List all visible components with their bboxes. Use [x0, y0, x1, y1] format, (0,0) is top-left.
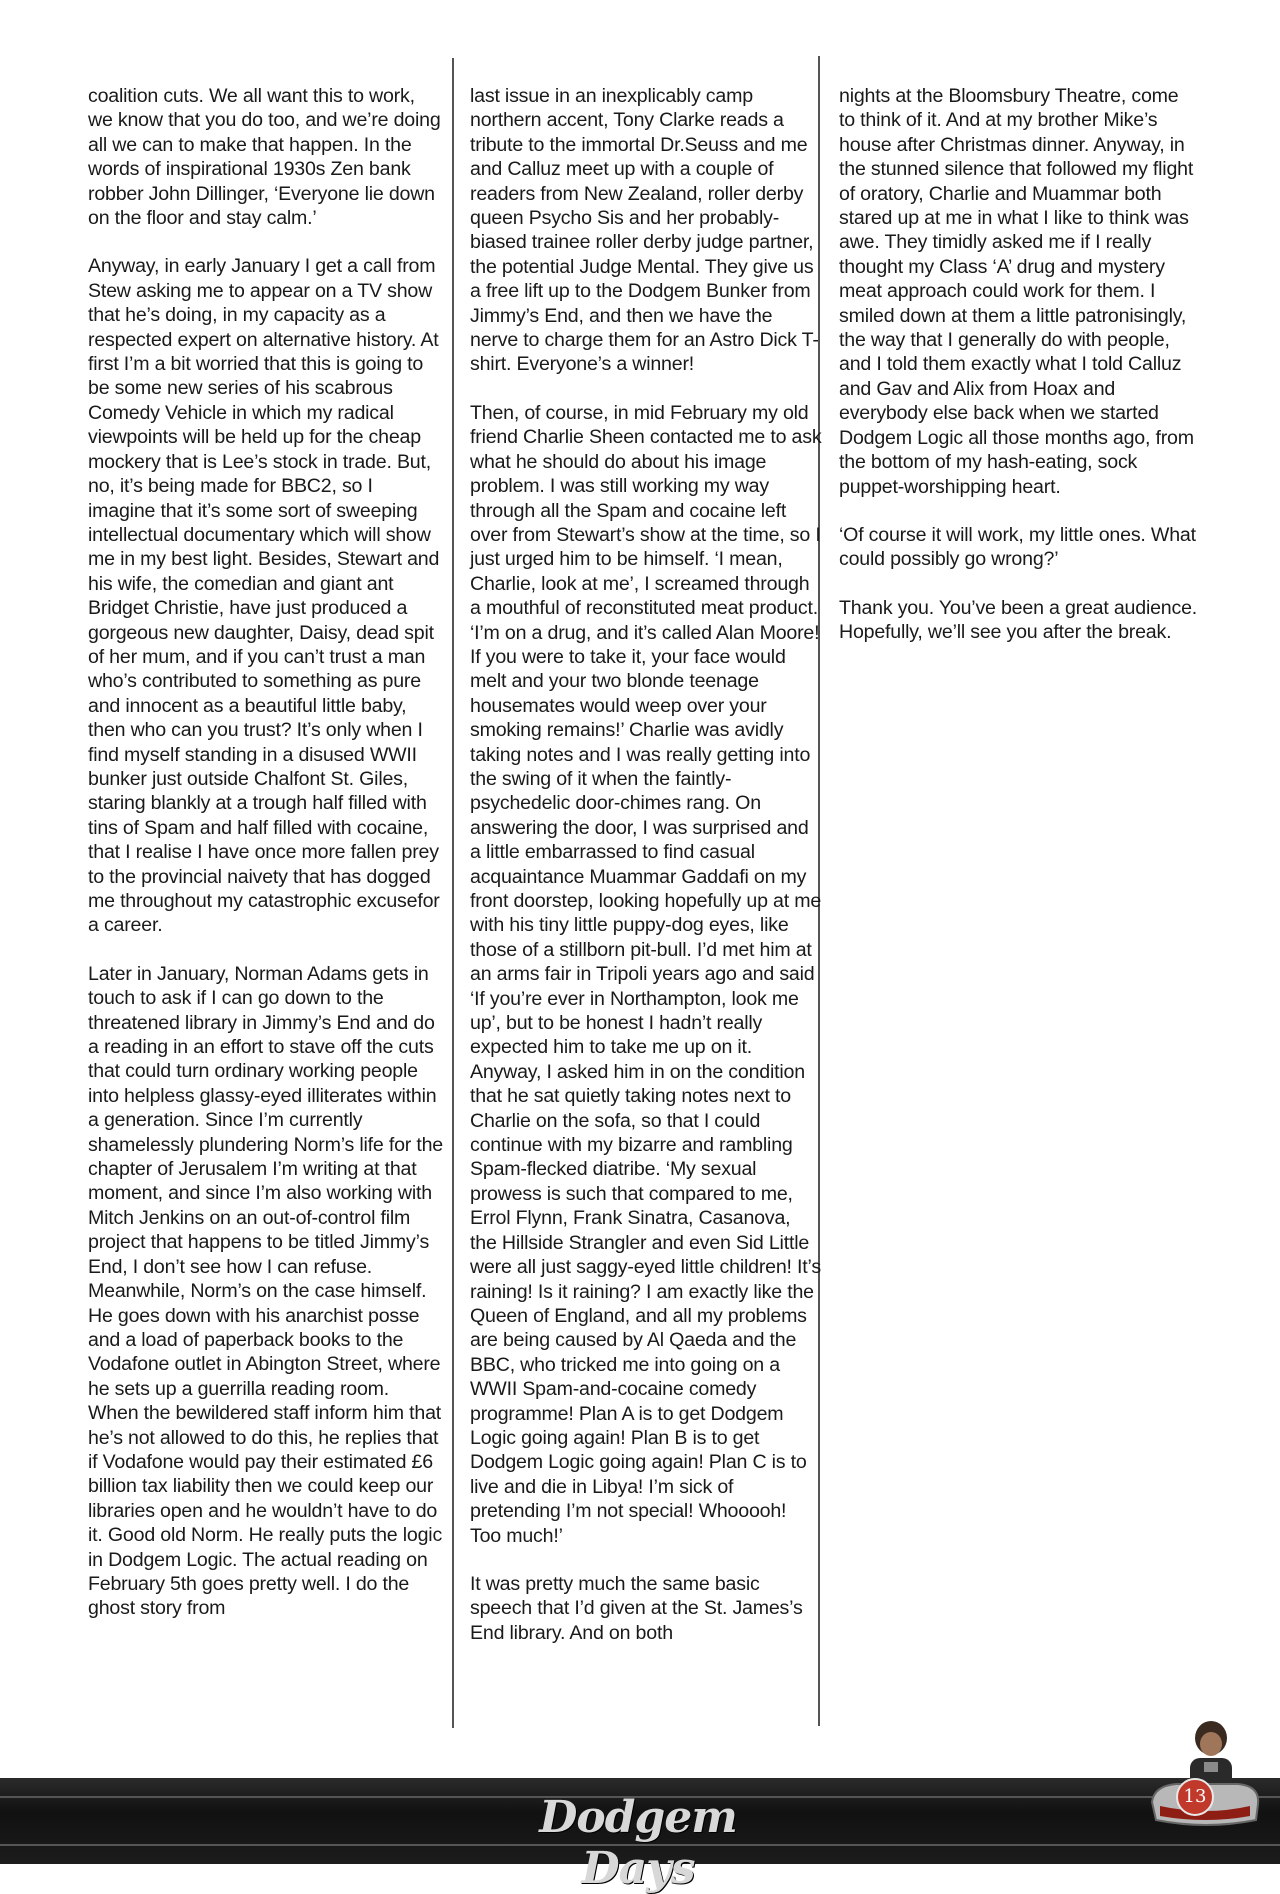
article-column-3 [839, 84, 1199, 669]
article-column-2 [470, 84, 822, 1669]
page-number-badge: 13 [1176, 1778, 1214, 1816]
paragraph: nights at the Bloomsbury Theatre, come to think of it. And at my brother Mike’s house after Christmas dinner. Anyway, in the stunned silence that followed my flight of oratory, Charlie and Muammar both stared up at me in what I like to think was awe. They timidly asked me if I really thought my Class ‘A’ drug and mystery meat approach could work for them. I smiled down at them a little patronisingly, the way that I generally do with people, and I told them exactly what I told Calluz and Gav and Alix from Hoax and everybody else back when we started Dodgem Logic all those months ago, from the bottom of my hash-eating, sock puppet-worshipping heart. [839, 85, 1194, 498]
article-column-1 [88, 84, 444, 1645]
paragraph: Then, of course, in mid February my old friend Charlie Sheen contacted me to ask what he should do about his image problem. I was still working my way through all the Spam and cocaine left over from Stewart’s show at the time, so I just urged him to be himself. ‘I mean, Charlie, look at me’, I screamed through a mouthful of reconstituted meat product. ‘I’m on a drug, and it’s called Alan Moore! If you were to take it, your face would melt and your two blonde teenage housemates would weep over your smoking remains!’ Charlie was avidly taking notes and I was really getting into the swing of it when the faintly-psychedelic door-chimes rang. On answering the door, I was surprised and a little embarrassed to find casual acquaintance Muammar Gaddafi on my front doorstep, looking hopefully up at me with his tiny little puppy-dog eyes, like those of a stillborn pit-bull. I’d met him at an arms fair in Tripoli years ago and said ‘If you’re ever in Northampton, look me up’, but to be honest I hadn’t really expected him to take me up on it. Anyway, I asked him in on the condition that he sat quietly taking notes next to Charlie on the sofa, so that I could continue with my bizarre and rambling Spam-flecked diatribe. ‘My sexual prowess is such that compared to me, Errol Flynn, Frank Sinatra, Casanova, the Hillside Strangler and even Sid Little were all just saggy-eyed little children! It’s raining! Is it raining? I am exactly like the Queen of England, and all my problems are being caused by Al Qaeda and the BBC, who tricked me into going on a WWII Spam-and-cocaine comedy programme! Plan A is to get Dodgem Logic going again! Plan B is to get Dodgem Logic going again! Plan C is to live and die in Libya! I’m sick of pretending I’m not special! Whooooh! Too much!’ [470, 401, 822, 1547]
page-footer-banner [0, 1778, 1280, 1894]
paragraph: It was pretty much the same basic speech that I’d given at the St. James’s End library. And on both [470, 1572, 803, 1644]
paragraph: last issue in an inexplicably camp northern accent, Tony Clarke reads a tribute to the immortal Dr.Seuss and me and Calluz meet up with a couple of readers from New Zealand, roller derby queen Psycho Sis and her probably-biased trainee roller derby judge partner, the potential Judge Mental. They give us a free lift up to the Dodgem Bunker from Jimmy’s End, and then we have the nerve to charge them for an Astro Dick T-shirt. Everyone’s a winner! [470, 85, 819, 376]
paragraph: ‘Of course it will work, my little ones. What could possibly go wrong?’ [839, 523, 1196, 571]
paragraph: coalition cuts. We all want this to work, we know that you do too, and we’re doing all we can to make that happen. In the words of inspirational 1930s Zen bank robber John Dillinger, ‘Everyone lie down on the floor and stay calm.’ [88, 85, 441, 230]
dodgem-days-logo: Dodgem Days [539, 1792, 737, 1894]
paragraph: Thank you. You’ve been a great audience. Hopefully, we’ll see you after the break. [839, 596, 1198, 644]
paragraph: Later in January, Norman Adams gets in touch to ask if I can go down to the threatened library in Jimmy’s End and do a reading in an effort to stave off the cuts that could turn ordinary working people into helpless glassy-eyed illiterates within a generation. Since I’m currently shamelessly plundering Norm’s life for the chapter of Jerusalem I’m writing at that moment, and since I’m also working with Mitch Jenkins on an out-of-control film project that happens to be titled Jimmy’s End, I don’t see how I can refuse. Meanwhile, Norm’s on the case himself. He goes down with his anarchist posse and a load of paperback books to the Vodafone outlet in Abington Street, where he sets up a guerrilla reading room. When the bewildered staff inform him that he’s not allowed to do this, he replies that if Vodafone would pay their estimated £6 billion tax liability then we could keep our libraries open and he wouldn’t have to do it. Good old Norm. He really puts the logic in Dodgem Logic. The actual reading on February 5th goes pretty well. I do the ghost story from [88, 962, 443, 1620]
column-divider [452, 58, 454, 1728]
paragraph: Anyway, in early January I get a call from Stew asking me to appear on a TV show that he’s doing, in my capacity as a respected expert on alternative history. At first I’m a bit worried that this is going to be some new series of his scabrous Comedy Vehicle in which my radical viewpoints will be held up for the cheap mockery that is Lee’s stock in trade. But, no, it’s being made for BBC2, so I imagine that it’s some sort of sweeping intellectual documentary which will show me in my best light. Besides, Stewart and his wife, the comedian and giant ant Bridget Christie, have just produced a gorgeous new daughter, Daisy, dead spit of her mum, and if you can’t trust a man who’s contributed to something as pure and innocent as a beautiful little baby, then who can you trust? It’s only when I find myself standing in a disused WWII bunker just outside Chalfont St. Giles, staring blankly at a trough half filled with tins of Spam and half filled with cocaine, that I realise I have once more fallen prey to the provincial naivety that has dogged me throughout my catastrophic excusefor a career. [88, 255, 440, 937]
